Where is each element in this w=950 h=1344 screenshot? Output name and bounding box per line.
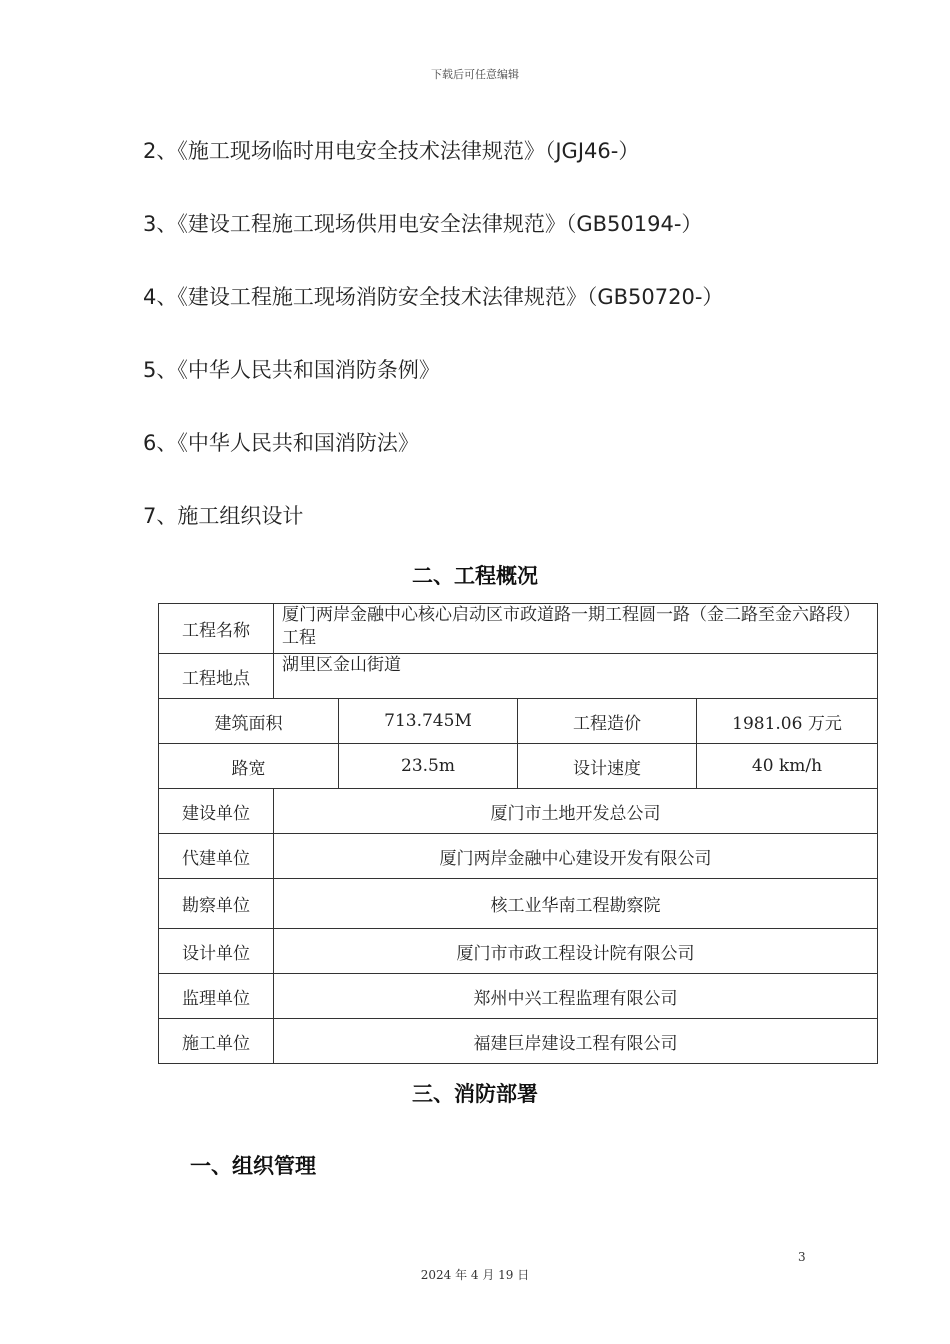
project-name-value: 厦门两岸金融中心核心启动区市政道路一期工程圆一路（金二路至金六路段）工程 (274, 604, 878, 654)
agent-label: 代建单位 (159, 834, 274, 879)
table-row (159, 654, 878, 699)
table-row (159, 879, 878, 929)
supervision-value: 郑州中兴工程监理有限公司 (274, 974, 878, 1019)
table-row (159, 789, 878, 834)
area-label: 建筑面积 (159, 699, 339, 744)
project-info-table (158, 603, 878, 1064)
cost-label: 工程造价 (518, 699, 697, 744)
cost-value: 1981.06 万元 (697, 699, 878, 744)
design-speed-value: 40 km/h (697, 744, 878, 789)
table-row (159, 974, 878, 1019)
table-row (159, 929, 878, 974)
table-row (159, 1019, 878, 1064)
area-value: 713.745M (339, 699, 518, 744)
design-unit-value: 厦门市市政工程设计院有限公司 (274, 929, 878, 974)
agent-value: 厦门两岸金融中心建设开发有限公司 (274, 834, 878, 879)
table-row (159, 744, 878, 789)
owner-value: 厦门市土地开发总公司 (274, 789, 878, 834)
location-label: 工程地点 (159, 654, 274, 699)
table-row (159, 604, 878, 654)
reference-item: 6、《中华人民共和国消防法》 (143, 431, 419, 455)
reference-item: 3、《建设工程施工现场供用电安全法律规范》（GB50194-） (143, 212, 703, 236)
reference-item: 4、《建设工程施工现场消防安全技术法律规范》（GB50720-） (143, 285, 724, 309)
reference-item: 2、《施工现场临时用电安全技术法律规范》（JGJ46-） (143, 139, 640, 163)
road-width-label: 路宽 (159, 744, 339, 789)
survey-label: 勘察单位 (159, 879, 274, 929)
section-title-overview: 二、工程概况 (412, 564, 538, 588)
survey-value: 核工业华南工程勘察院 (274, 879, 878, 929)
reference-item: 7、施工组织设计 (143, 504, 304, 528)
supervision-label: 监理单位 (159, 974, 274, 1019)
road-width-value: 23.5m (339, 744, 518, 789)
construction-label: 施工单位 (159, 1019, 274, 1064)
table-row (159, 834, 878, 879)
page-number: 3 (798, 1250, 806, 1264)
design-speed-label: 设计速度 (518, 744, 697, 789)
section-title-fire-deployment: 三、消防部署 (412, 1082, 538, 1106)
design-unit-label: 设计单位 (159, 929, 274, 974)
page-footer-date: 2024 年 4 月 19 日 (420, 1268, 530, 1282)
owner-label: 建设单位 (159, 789, 274, 834)
reference-item: 5、《中华人民共和国消防条例》 (143, 358, 440, 382)
table-row (159, 699, 878, 744)
construction-value: 福建巨岸建设工程有限公司 (274, 1019, 878, 1064)
page-header: 下载后可任意编辑 (431, 68, 519, 81)
subsection-title-organization: 一、组织管理 (190, 1154, 316, 1178)
project-name-label: 工程名称 (159, 604, 274, 654)
location-value: 湖里区金山街道 (274, 654, 878, 699)
